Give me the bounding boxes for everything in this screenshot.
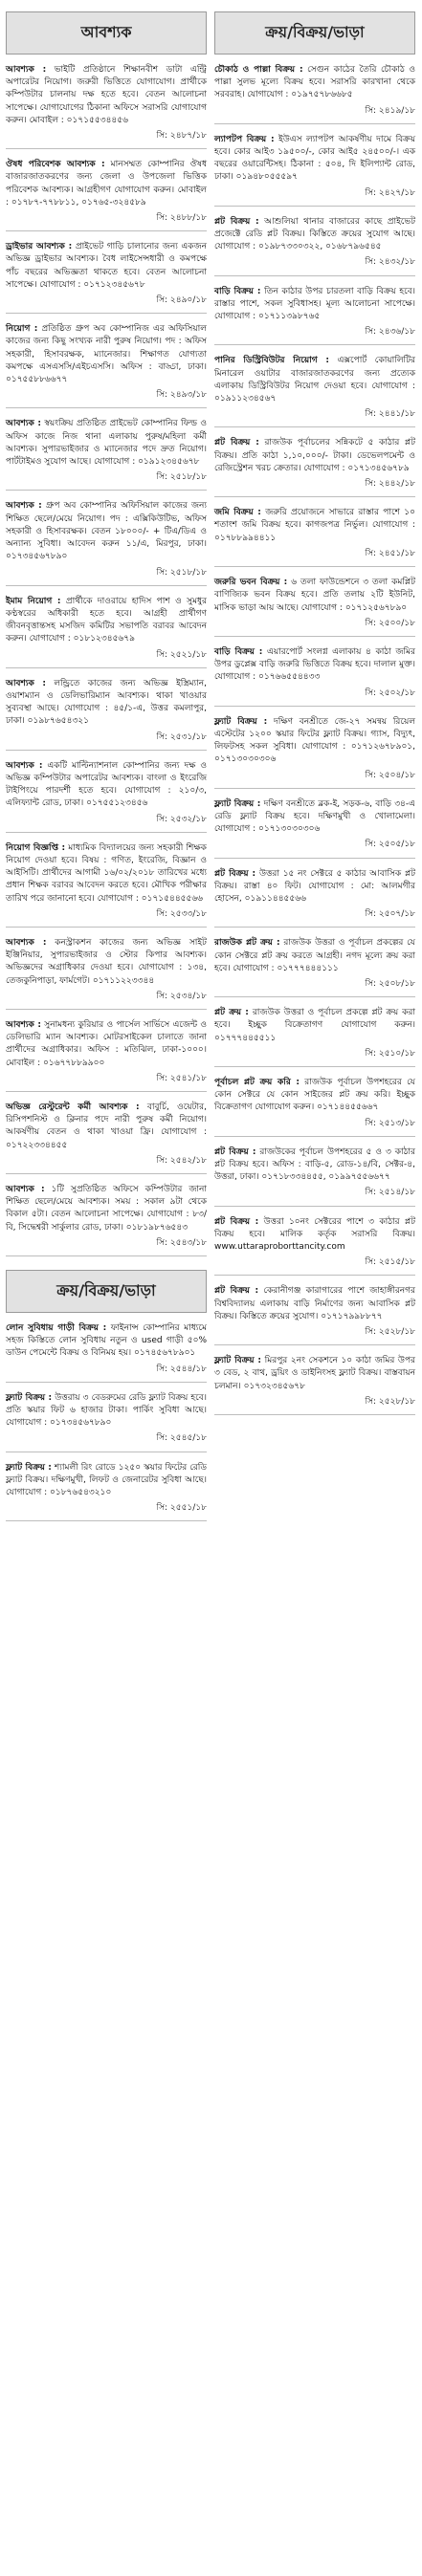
classified-ad [6, 241, 207, 314]
ad-title: নিয়োগ বিজ্ঞপ্তি : [6, 842, 66, 853]
ad-code: সি: ২৫২৮/১৮ [365, 1327, 415, 1338]
ad-code: সি: ২৫১৫/১৮ [365, 1257, 415, 1268]
ad-title: আবশ্যক : [6, 1185, 45, 1195]
ad-title: আবশ্যক : [6, 65, 47, 75]
classified-ad [6, 596, 207, 668]
ad-title: লোন সুবিধায় গাড়ী বিক্রয় : [6, 1323, 107, 1334]
ad-body: রাজউকের পূর্বাচল উপশহরের ৫ ও ৩ কাঠার প্লট বিক্রয় হবে। অফিস : বাড়ি-৫, রোড-১৪/বি, সেক্টর-৪, উত্তরা, ঢাকা। ০১৭১৮৩৩৪৪৫৫, ০১৯৯৭৫৫৬৬৭৭ [214, 1146, 415, 1183]
ad-title: নিয়োগ : [6, 324, 38, 335]
classified-ad [214, 868, 415, 928]
left-column [6, 8, 207, 2568]
classified-ad [214, 134, 415, 207]
ad-title: আবশ্যক : [6, 678, 46, 688]
ad-body: ইউএস ল্যাপটপ আকর্ষণীয় দামে বিক্রয় হবে। কোর আই৩ ১৯৫০০/-, কোর আই৫ ২৪৫০০/-। এক বছরের ওয়ারেন্টিসহ। ঠিকানা : ৫০৪, দি ইলিপ্যান্ট রোড, ঢাকা। ০১৯৪৮০৫৫৫৯৭ [214, 134, 415, 183]
ad-body: ভাইটি প্রতিষ্ঠানে শিক্ষানবীশ ডাটা এন্ট্রি অপারেটর নিয়োগ। জরুরী ভিত্তিতে যোগাযোগ। প্রার্থীকে কম্পিউটার চালনায় দক্ষ হতে হবে। বেতন আলোচনা সাপেক্ষে। যোগাযোগের ঠিকানা অফিসে সরাসরি যোগাযোগ করুন। মোবাইল : ০১৭১৫৫৩৪৪৫৬ [6, 65, 207, 125]
ad-title: আবশ্যক : [6, 419, 42, 429]
ad-code: সি: ২৫৪১/১৮ [156, 1073, 207, 1083]
ad-title: প্লট বিক্রয় : [214, 438, 259, 448]
classified-ad [214, 1146, 415, 1207]
ad-body: জরুরি প্রয়োজনে সাভারে রাস্তার পাশে ১০ শতাংশ জমি বিক্রয় হবে। কাগজপত্র নির্ভুল। যোগাযোগ : ০১৭৮৮৯৯৪৪১১ [214, 508, 415, 543]
ad-body: কেরানীগঞ্জ কারাগারের পাশে জাহাঙ্গীরনগর বিশ্ববিদ্যালয় এলাকায় বাড়ি নির্মাণের জন্য আবাসিক প্লট বিক্রয়। কিস্তিতে ক্রয়ের সুযোগ। ০১৭১৭৯৯৮৮৭৭ [214, 1286, 415, 1321]
classified-ad [6, 1392, 207, 1452]
classified-ad [6, 760, 207, 833]
classified-ad [6, 842, 207, 928]
classified-ad [214, 1355, 415, 1415]
ad-code: সি: ২৪৩২/১৮ [365, 257, 415, 268]
ad-title: ফ্ল্যাট বিক্রয় : [214, 798, 261, 809]
ad-code: সি: ২৫৪২/১৮ [156, 1155, 207, 1166]
ad-body: রাজউক পূর্বাচলের সন্নিকটে ৫ কাঠার প্লট বিক্রয়। প্রতি কাঠা ১,১০,০০০/- টাকা। ডেভেলপমেন্ট ও রেজিস্ট্রেশন খরচ ক্রেতার। যোগাযোগ : ০১৭১৩৪৫৬৭৮৯ [214, 438, 415, 473]
ad-title: রাজউক প্লট ক্রয় : [214, 938, 280, 949]
section-banner-wanted: আবশ্যক [6, 11, 207, 55]
classified-ad [214, 437, 415, 497]
section-banner-buy-sell-rent: ক্রয়/বিক্রয়/ভাড়া [214, 11, 415, 55]
ad-body: ৬ তলা ফাউন্ডেশনে ৩ তলা কমপ্লিট বাণিজ্যিক ভবন বিক্রয় হবে। প্রতি তলায় ২টি ইউনিট, মাসিক ভাড়া আয় আছে। যোগাযোগ : ০১৭১২৫৬৭৮৯০ [214, 578, 415, 613]
ad-title: প্লট ক্রয় : [214, 1008, 249, 1018]
classified-ad [214, 1216, 415, 1277]
ad-title: প্লট বিক্রয় : [214, 1286, 259, 1297]
classified-ad [6, 1322, 207, 1383]
ad-body: উত্তরা ১৫ নং সেক্টরে ৫ কাঠার আবাসিক প্লট বিক্রয়। রাস্তা ৪০ ফিট। যোগাযোগ : মো: আলমগীর হোসেন, ০১৯১১৪৪৫৫৬৬ [214, 868, 415, 904]
ad-title: বাড়ি বিক্রয় : [214, 646, 263, 657]
ad-body: একটি মাল্টিন্যাশনাল কোম্পানির জন্য দক্ষ ও অভিজ্ঞ কম্পিউটার অপারেটর আবশ্যক। বাংলা ও ইংরেজি টাইপিংয়ে পারদর্শী হতে হবে। যোগাযোগ : ২১০/৩, এলিফ্যান্ট রোড, ঢাকা। ০১৭৫৫১২৩৪৫৬ [6, 760, 207, 809]
ad-code: সি: ২৫১৮/১৮ [156, 472, 207, 483]
ad-title: ফ্ল্যাট বিক্রয় : [6, 1392, 53, 1403]
ad-body: রাজউক উত্তরা ও পূর্বাচল প্রকল্পে প্লট ক্রয় করা হবে। ইচ্ছুক বিক্রেতাগণ যোগাযোগ করুন। ০১৭৭৭৪৪৫৫১১ [214, 1008, 415, 1043]
classified-ad [214, 216, 415, 276]
ad-body: কনস্ট্রাকশন কাজের জন্য অভিজ্ঞ সাইট ইঞ্জিনিয়ার, সুপারভাইজার ও স্টোর কিপার আবশ্যক। অভিজ্ঞদের অগ্রাধিকার দেওয়া হবে। যোগাযোগ : ১৩৪, তেজকুনিপাড়া, ফার্মগেট। ০১৭১১২২৩৩৪৪ [6, 937, 207, 986]
ad-code: সি: ২৫৪৪/১৮ [156, 1364, 207, 1374]
classified-ad [6, 1462, 207, 1522]
ad-title: ইমাম নিয়োগ : [6, 596, 61, 606]
ad-code: সি: ২৫৩৪/১৮ [156, 991, 207, 1001]
classified-ad [6, 323, 207, 408]
ad-body: প্রতিষ্ঠিত গ্রুপ অব কোম্পানিজ এর অফিসিয়াল কাজের জন্য কিছু সংখ্যক নারী পুরুষ নিয়োগ। পদ : অফিস সহকারী, হিসাবরক্ষক, ম্যানেজার। শিক্ষাগত যোগ্যতা কমপক্ষে এসএসসি/এইচএসসি। অফিস : বাড্ডা, ঢাকা। ০১৭৫৫৮৮৬৬৭৭ [6, 324, 207, 385]
ad-code: সি: ২৪৯৩/১৮ [156, 390, 207, 401]
ad-title: ফ্ল্যাট বিক্রয় : [214, 1356, 262, 1366]
classified-ad [214, 716, 415, 789]
section-banner-buy-sell-rent: ক্রয়/বিক্রয়/ভাড়া [6, 1270, 207, 1313]
ad-code: সি: ২৪৩৬/১৮ [365, 327, 415, 338]
classified-ad [214, 64, 415, 124]
ad-code: সি: ২৪৪১/১৮ [365, 409, 415, 420]
ad-body: মিরপুর ২নং সেকশনে ১০ কাঠা জমির উপর ৩ বেড, ২ বাথ, ড্রয়িং ও ডাইনিংসহ ফ্ল্যাট বিক্রয়। বাস্তবায়ন চলমান। ০১৭৩২৩৪৫৬৭৮ [214, 1356, 416, 1391]
ad-body: এয়ারপোর্ট সংলগ্ন এলাকায় ৪ কাঠা জমির উপর ডুপ্লেক্স বাড়ি জরুরি ভিত্তিতে বিক্রয় হবে। দালাল মুক্ত। যোগাযোগ : ০১৭৬৬৫৫৪৪৩৩ [214, 646, 415, 683]
ad-code: সি: ২৫০৭/১৮ [365, 909, 415, 920]
ad-code: সি: ২৫৩১/১৮ [156, 731, 207, 742]
ad-code: সি: ২৫০৪/১৮ [365, 770, 415, 780]
ad-code: সি: ২৫২৮/১৮ [365, 1396, 415, 1407]
ad-title: বাড়ি বিক্রয় : [214, 286, 261, 296]
ad-title: আবশ্যক : [6, 501, 42, 512]
ad-body: সুনামধন্য কুরিয়ার ও পার্সেল সার্ভিসে এজেন্ট ও ডেলিভারি ম্যান আবশ্যক। মোটরসাইকেল চালাতে জানা প্রার্থীদের অগ্রাধিকার। অফিস : মতিঝিল, ঢাকা-১০০০। মোবাইল : ০১৬৭৭৮৮৯৯০০ [6, 1019, 207, 1068]
ad-body: দক্ষিণ বনশ্রীতে জে-২৭ সমন্বয় রিয়েল এস্টেটের ১২০০ স্কয়ার ফিটের ফ্ল্যাট বিক্রয়। গ্যাস, বিদ্যুৎ, লিফটসহ সকল সুবিধা। যোগাযোগ : ০১৭১২৬৭৮৯০১, ০১৭১৩০৩০৩০৬ [214, 716, 415, 765]
ad-body: রাজউক উত্তরা ও পূর্বাচল প্রকল্পের যে কোন সেক্টরে প্লট ক্রয় করতে আগ্রহী। নগদ মূল্যে ক্রয় করা হবে। যোগাযোগ : ০১৭৭৭৪৪৪১১১ [214, 938, 415, 973]
ad-body: ১টি সুপ্রতিষ্ঠিত অফিসে কম্পিউটার জানা শিক্ষিত ছেলে/মেয়ে আবশ্যক। সময় : সকাল ৯টা থেকে বিকাল ৫টা। বেতন আলোচনা সাপেক্ষে। যোগাযোগ : ৮৩/বি, সিদ্ধেশ্বরী সার্কুলার রোড, ঢাকা। ০১৮১৯৮৭৬৫৪৩ [6, 1185, 207, 1233]
classified-ad [214, 1007, 415, 1067]
classified-ad [6, 1184, 207, 1256]
ad-code: সি: ২৫৩৩/১৮ [156, 908, 207, 919]
ad-body: গ্রুপ অব কোম্পানির অফিসিয়াল কাজের জন্য শিক্ষিত ছেলে/মেয়ে নিয়োগ। পদ : এক্সিকিউটিভ, অফিস সহকারী ও হিসাবরক্ষক। বেতন ১৮০০০/- + টিএ/ডিএ ও অন্যান্য সুবিধা। আবেদন করুন ১১/এ, মিরপুর, ঢাকা। ০১৭৩৪৫৬৭৮৯০ [6, 501, 207, 562]
ad-code: সি: ২৫১৩/১৮ [365, 1118, 415, 1128]
ad-body: বাবুর্চি, ওয়েটার, রিসিপশনিস্ট ও ক্লিনার পদে নারী পুরুষ কর্মী নিয়োগ। আকর্ষণীয় বেতন ও থাকা খাওয়া ফ্রি। যোগাযোগ : ০১৭২২৩৩৪৪৫৫ [6, 1102, 207, 1150]
ad-body: লন্ড্রিতে কাজের জন্য অভিজ্ঞ ইস্ত্রিম্যান, ওয়াশম্যান ও ডেলিভারিম্যান আবশ্যক। থাকা খাওয়ার সুব্যবস্থা আছে। যোগাযোগ : ৪৫/১-এ, উত্তর কমলাপুর, ঢাকা। ০১৯৮৭৬৫৪৩২১ [6, 678, 207, 727]
classified-ad [6, 1019, 207, 1092]
classified-ad [214, 286, 415, 346]
ad-body: এক্সপোর্ট কোয়ালিটির মিনারেল ওয়াটার বাজারজাতকরণের জন্য প্রত্যেক এলাকায় ডিস্ট্রিবিউটর নিয়োগ দেওয়া হবে। যোগাযোগ : ০১৯১১২৩৪৫৬৭ [214, 356, 415, 404]
classified-ad [6, 678, 207, 751]
ad-code: সি: ২৫৩২/১৮ [156, 814, 207, 824]
classified-ad [6, 159, 207, 231]
ad-list-buy-sell-left [6, 1322, 207, 1531]
ad-list-wanted [6, 64, 207, 1266]
ad-title: জরুরি ভবন বিক্রয় : [214, 578, 288, 588]
ad-body: ফাইনান্স কোম্পানির মাধ্যমে সহজ কিস্তিতে লোন সুবিধায় নতুন ও used গাড়ী ৫০% ডাউন পেমেন্টে বিক্রয় ও বিনিময় হয়। ০১৭৪৫৬৭৮৯০১ [6, 1323, 207, 1359]
ad-code: সি: ২৪৯০/১৮ [156, 295, 207, 306]
ad-code: সি: ২৪৫১/১৮ [365, 548, 415, 558]
ad-title: আবশ্যক : [6, 1019, 41, 1030]
ad-body: মাধ্যমিক বিদ্যালয়ের জন্য সহকারী শিক্ষক নিয়োগ দেওয়া হবে। বিষয় : গণিত, ইংরেজি, বিজ্ঞান ও আইসিটি। প্রার্থীদের আগামী ১৬/০২/২০১৮ তারিখের মধ্যে প্রধান শিক্ষক বরাবর আবেদন করতে হবে। মৌখিক পরীক্ষার তারিখ পরে জানানো হবে। যোগাযোগ : ০১৭১৫৪৪৫৫৬৬ [6, 842, 207, 904]
right-column [214, 8, 415, 2568]
ad-code: সি: ২৫১০/১৮ [365, 1048, 415, 1059]
ad-title: ল্যাপটপ বিক্রয় : [214, 134, 275, 144]
ad-code: সি: ২৪৮৭/১৮ [156, 131, 207, 142]
classified-ad [214, 1077, 415, 1137]
ad-code: সি: ২৫২১/১৮ [156, 649, 207, 660]
ad-body: মানসম্মত কোম্পানির ঔষধ বাজারজাতকরণের জন্য জেলা ও উপজেলা ভিত্তিক পরিবেশক আবশ্যক। আগ্রহীগণ যোগাযোগ করুন। মোবাইল : ০১৭৮৭-৭৭৮৮১১, ০১৭৬৫-৩২৪৫৮৯ [6, 160, 208, 207]
ad-code: সি: ২৪১৯/১৮ [365, 105, 415, 116]
classified-ad [6, 1102, 207, 1174]
classified-ad [214, 577, 415, 637]
classified-ad [214, 937, 415, 997]
ad-body: শ্যামলী রিং রোডে ১২৫০ স্কয়ার ফিটের রেডি ফ্ল্যাট বিক্রয়। দক্ষিণমুখী, লিফট ও জেনারেটর সুবিধা আছে। যোগাযোগ : ০১৮৭৬৫৪৩২১০ [6, 1462, 207, 1498]
ad-code: সি: ২৫০২/১৮ [365, 688, 415, 698]
classified-ad [214, 355, 415, 427]
ad-code: সি: ২৫০৫/১৮ [365, 840, 415, 850]
ad-title: প্লট বিক্রয় : [214, 1216, 259, 1227]
ad-body: উত্তরা ১০নং সেক্টরের পাশে ৩ কাঠার প্লট বিক্রয় হবে। মালিক কর্তৃক সরাসরি বিক্রয়। www.uttaraproborttancity.com [214, 1216, 415, 1253]
ad-title: পূর্বাচল প্লট ক্রয় করি : [214, 1077, 300, 1087]
ad-code: সি: ২৫০৮/১৮ [365, 978, 415, 989]
ad-body: আশুলিয়া থানার বাজারের কাছে প্রাইভেট প্রজেক্টে রেডি প্লট বিক্রয়। কিস্তিতে ক্রয়ের সুযোগ আছে। যোগাযোগ : ০১৯৮৭৩৩০৩২২, ০১৬৮৭৯৬৫৪৫ [214, 216, 415, 252]
classified-ad [214, 507, 415, 567]
classified-ad [214, 646, 415, 707]
ad-code: সি: ২৪৮৮/১৮ [156, 213, 207, 224]
ad-title: প্লট বিক্রয় : [214, 216, 259, 227]
ad-code: সি: ২৫০০/১৮ [365, 618, 415, 628]
ad-code: সি: ২৫১৪/১৮ [365, 1188, 415, 1198]
ad-body: রাজউক পূর্বাচল উপশহরের যে কোন সেক্টরে যে কোন সাইজের প্লট ক্রয় করি। ইচ্ছুক বিক্রেতাগণ যোগাযোগ করুন। ০১৭১৪৪৫৫৬৬৭ [214, 1077, 415, 1113]
ad-code: সি: ২৪৪২/১৮ [365, 479, 415, 490]
ad-title: আবশ্যক : [6, 937, 47, 948]
ad-body: স্বয়ংক্রিয় প্রতিষ্ঠিত প্রাইভেট কোম্পানির ফিল্ড ও অফিস কাজে নিজ থানা এলাকায় পুরুষ/মহিলা কর্মী আবশ্যক। সুপারভাইজার ও ম্যানেজার পদে দ্রুত নিয়োগ। পার্টটাইমও সুযোগ আছে। যোগাযোগ : ০১৯১২৩৪৫৬৭৮ [6, 419, 207, 468]
ad-title: আবশ্যক : [6, 760, 43, 771]
ad-code: সি: ২৫১৮/১৮ [156, 567, 207, 578]
ad-title: ড্রাইভার আবশ্যক : [6, 242, 73, 252]
classified-ad [6, 64, 207, 149]
classified-ad [6, 500, 207, 585]
ad-title: ফ্ল্যাট বিক্রয় : [6, 1462, 52, 1473]
ad-body: প্রার্থীকে দাওরায়ে হাদিস পাশ ও সুমধুর কণ্ঠস্বরের অধিকারী হতে হবে। আগ্রহী প্রার্থীগণ জীবনবৃত্তান্তসহ মসজিদ কমিটির সভাপতি বরাবর আবেদন করুন। যোগাযোগ : ০১৮১২৩৪৫৬৭৯ [6, 596, 207, 644]
ad-body: তিন কাঠার উপর চারতলা বাড়ি বিক্রয় হবে। রাস্তার পাশে, সকল সুবিধাসহ। মূল্য আলোচনা সাপেক্ষে। যোগাযোগ : ০১৭১১৩৯৮৭৬৫ [214, 286, 415, 322]
ad-code: সি: ২৫৪৫/১৮ [156, 1433, 207, 1444]
ad-code: সি: ২৫৫১/১৮ [156, 1503, 207, 1514]
ad-title: ফ্ল্যাট বিক্রয় : [214, 716, 268, 727]
classified-ad [6, 937, 207, 1010]
ad-title: পানির ডিস্ট্রিবিউটর নিয়োগ : [214, 356, 330, 366]
classified-ad [6, 418, 207, 491]
ad-list-buy-sell-right [214, 64, 415, 1425]
ad-code: সি: ২৫৪৩/১৮ [156, 1237, 207, 1248]
ad-title: প্লট বিক্রয় : [214, 1146, 256, 1157]
ad-title: চৌকাঠ ও পাল্লা বিক্রয় : [214, 65, 303, 75]
classified-ad [214, 1285, 415, 1345]
ad-title: জমি বিক্রয় : [214, 508, 261, 518]
ad-code: সি: ২৪২৭/১৮ [365, 187, 415, 198]
ad-title: অভিজ্ঞ রেস্টুরেন্ট কর্মী আবশ্যক : [6, 1102, 140, 1112]
ad-body: প্রাইভেট গাড়ি চালানোর জন্য একজন অভিজ্ঞ ড্রাইভার আবশ্যক। বৈধ লাইসেন্সধারী ও কমপক্ষে পাঁচ বছরের অভিজ্ঞতা থাকতে হবে। বেতন আলোচনা সাপেক্ষে। যোগাযোগ : ০১৭১২৩৪৫৬৭৮ [6, 242, 207, 290]
ad-body: সেগুন কাঠের তৈরি চৌকাঠ ও পাল্লা সুলভ মূল্যে বিক্রয় হবে। সরাসরি কারখানা থেকে সরবরাহ। যোগাযোগ : ০১৯৭৫৭৮৬৬৮৫ [214, 65, 415, 100]
ad-body: দক্ষিণ বনশ্রীতে ব্লক-ই, সড়ক-৬, বাড়ি ৩৪-এ রেডি ফ্ল্যাট বিক্রয় হবে। দক্ষিণমুখী ও খোলামেলা। যোগাযোগ : ০১৭১৩০৩০৩০৬ [214, 798, 415, 835]
ad-body: উত্তরায় ৩ বেডরুমের রেডি ফ্ল্যাট বিক্রয় হবে। প্রতি স্কয়ার ফিট ৬ হাজার টাকা। পার্কিং সুবিধা আছে। যোগাযোগ : ০১৭৩৪৫৬৭৮৯০ [6, 1392, 207, 1429]
classified-ad [214, 798, 415, 859]
ad-title: প্লট বিক্রয় : [214, 868, 256, 879]
ad-title: ঔষধ পরিবেশক আবশ্যক : [6, 160, 105, 170]
